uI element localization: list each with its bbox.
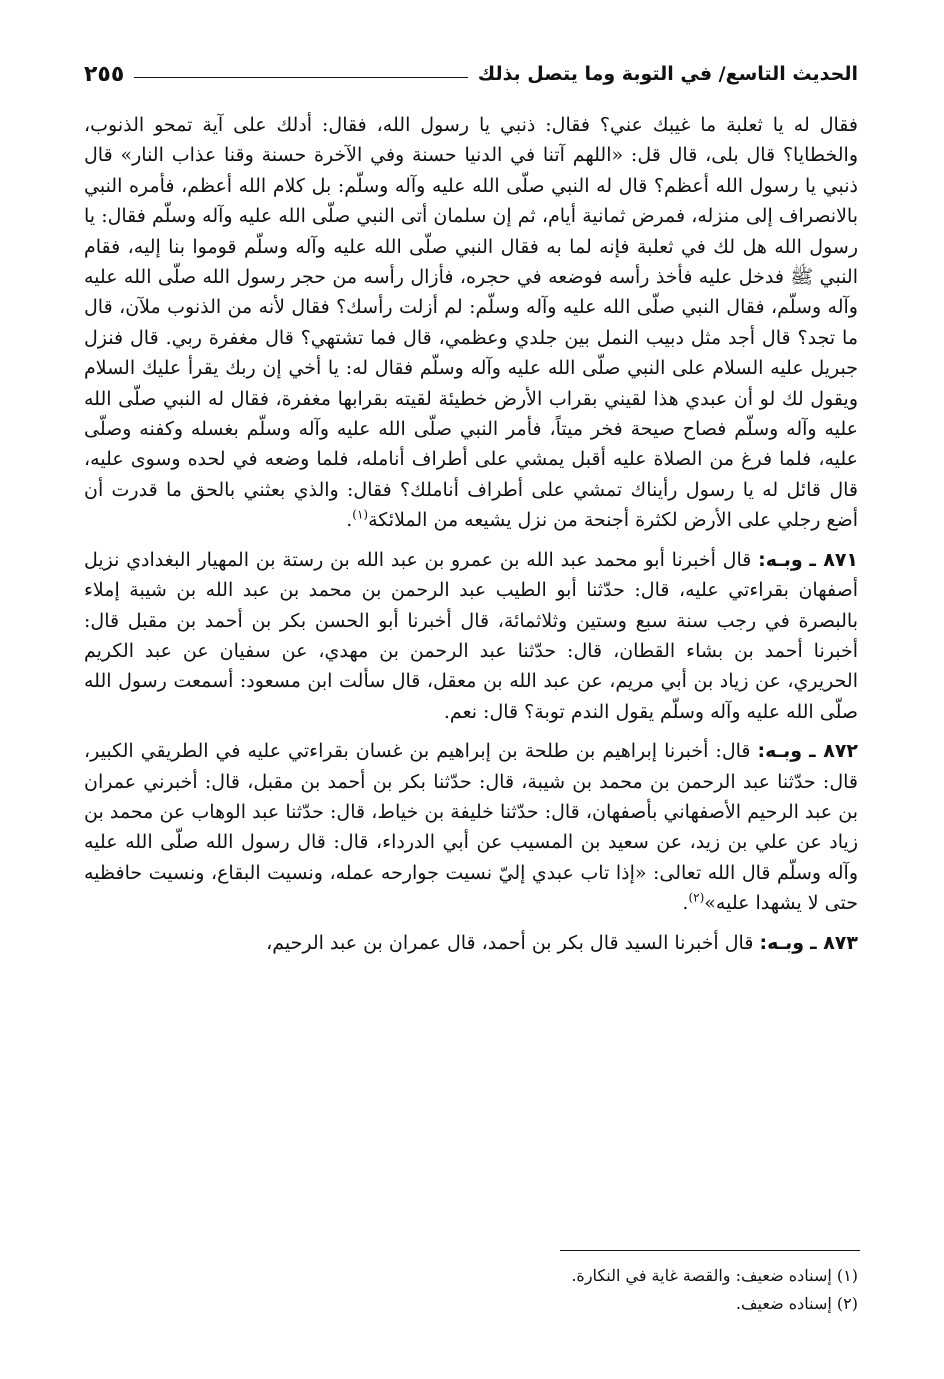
hadith-873 — [84, 928, 858, 958]
running-header — [84, 56, 858, 92]
hadith-number: ٨٧٣ ـ — [810, 931, 858, 954]
paragraph-text: قال أخبرنا السيد قال بكر بن أحمد، قال عمران بن عبد الرحيم، — [266, 931, 754, 954]
footnote-reference: (١) — [352, 507, 369, 522]
footnotes — [84, 1262, 858, 1318]
footnote-2: (٢) إسناده ضعيف. — [735, 1294, 858, 1313]
hadith-intro: وبـه: — [759, 931, 805, 954]
paragraph-end: . — [443, 700, 450, 723]
footnote-reference: (٢) — [688, 890, 705, 905]
main-text — [84, 110, 858, 967]
page-number: ٢٥٥ — [84, 61, 125, 87]
paragraph-continuation — [84, 110, 858, 536]
hadith-number: ٨٧٢ ـ — [809, 740, 859, 763]
paragraph-end: . — [682, 892, 689, 915]
hadith-871 — [84, 545, 858, 727]
hadith-intro: وبـه: — [757, 740, 803, 763]
footnote-1: (١) إسناده ضعيف: والقصة غاية في النكارة. — [571, 1266, 858, 1285]
chapter-title: الحديث التاسع/ في التوبة وما يتصل بذلك — [477, 63, 858, 85]
paragraph-text: قال أخبرنا أبو محمد عبد الله بن عمرو بن عبد الله بن رستة بن المهيار البغدادي نزيل أصفهان بقراءتي عليه، قال: حدّثنا أبو الطيب عبد الرحمن بن محمد بن عبد الله بن شيبة إملاء بالبصرة في رجب سنة سبع وستين وثلاثمائة، قال أخبرنا أبو الحسن بكر بن أحمد بن مقبل قال: أخبرنا أحمد بن بشاء القطان، قال: حدّثنا عبد الرحمن بن مهدي، عن سفيان عن عبد الكريم الحريري، عن زياد بن أبي مريم، عن عبد الله بن معقل، قال سألت ابن مسعود: أسمعت رسول الله صلّى الله عليه وآله وسلّم يقول الندم توبة؟ قال: نعم — [84, 548, 858, 723]
hadith-number: ٨٧١ ـ — [809, 548, 859, 571]
header-divider — [134, 77, 467, 78]
hadith-intro: وبـه: — [758, 548, 803, 571]
paragraph-text: فقال له يا ثعلبة ما غيبك عني؟ فقال: ذنبي يا رسول الله، فقال: أدلك على آية تمحو الذنوب، والخطايا؟ قال بلى، قال قل: «اللهم آتنا في الدنيا حسنة وفي الآخرة حسنة وقنا عذاب النار» قال ذنبي يا رسول الله أعظم؟ قال له النبي صلّى الله عليه وآله وسلّم: بل كلام الله أعظم، فأمره النبي بالانصراف إلى منزله، فمرض ثمانية أيام، ثم إن سلمان أتى النبي صلّى الله عليه وآله وسلّم فقال: يا رسول الله هل لك في ثعلبة فإنه لما به فقال النبي صلّى الله عليه وآله وسلّم قوموا بنا إليه، فقام النبي ﷺ فدخل عليه فأخذ رأسه فوضعه في حجره، فأزال رأسه من حجر رسول الله صلّى الله عليه وآله وسلّم، فقال النبي صلّى الله عليه وآله وسلّم: لم أزلت رأسك؟ فقال لأنه من الذنوب ملآن، قال ما تجد؟ قال أجد مثل دبيب النمل بين جلدي وعظمي، قال فما تشتهي؟ قال مغفرة ربي. قال فنزل جبريل عليه السلام على النبي صلّى الله عليه وآله وسلّم فقال له: يا أخي إن ربك يقرأ عليك السلام ويقول لك لو أن عبدي هذا لقيني بقراب الأرض خطيئة لقيته بقرابها مغفرة، فقال له النبي صلّى الله عليه وآله وسلّم فصاح صيحة فخر ميتاً، فأمر النبي صلّى الله عليه وآله وسلّم بغسله وكفنه وصلّى عليه، فلما فرغ من الصلاة عليه أقبل يمشي على أطراف أنامله، فلما وضعه في لحده وسوى عليه، قال قائل له يا رسول رأيناك تمشي على أطراف أناملك؟ فقال: والذي بعثني بالحق ما قدرت أن أضع رجلي على الأرض لكثرة أجنحة من نزل يشيعه من الملائكة — [84, 114, 858, 532]
paragraph-end: . — [346, 509, 353, 532]
paragraph-text: قال: أخبرنا إبراهيم بن طلحة بن إبراهيم بن غسان بقراءتي عليه في الطريقي الكبير، قال: حدّثنا عبد الرحمن بن محمد بن شيبة، قال: حدّثنا بكر بن أحمد بن مقبل، قال: أخبرني عمران بن عبد الرحيم الأصفهاني بأصفهان، قال: حدّثنا خليفة بن خياط، قال: حدّثنا عبد الوهاب عن محمد بن زياد عن علي بن زيد، عن سعيد بن المسيب عن أبي الدرداء، قال: قال رسول الله صلّى الله عليه وآله وسلّم قال الله تعالى: «إذا تاب عبدي إليّ نسيت جوارحه عمله، ونسيت البقاع، ونسيت حافظيه حتى لا يشهدا عليه» — [84, 740, 858, 915]
hadith-872 — [84, 736, 858, 918]
footnote-divider — [560, 1250, 860, 1251]
